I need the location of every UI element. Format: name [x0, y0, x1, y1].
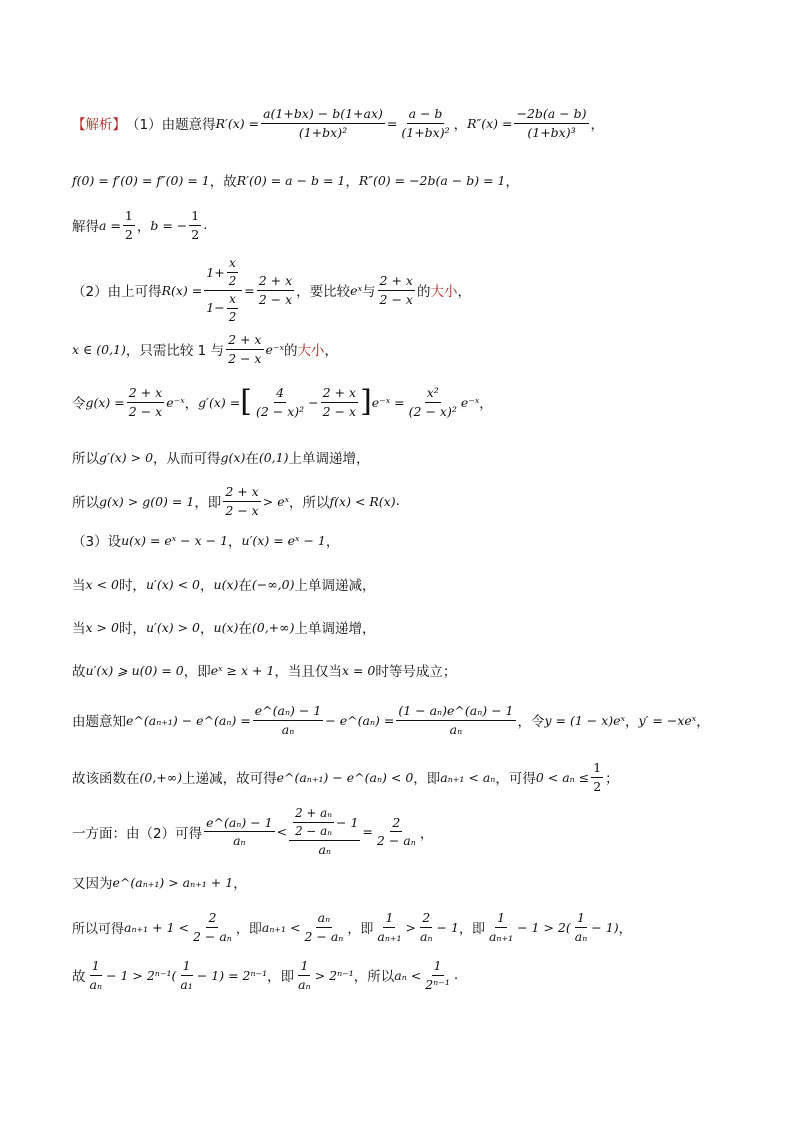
- bracket: ]: [360, 384, 372, 420]
- formula: x > 0: [85, 619, 119, 635]
- fraction: $\frac{-2b(a - b)}{\text{(1+bx)³}}$: [516, 106, 587, 140]
- text: （1）由题意得: [126, 117, 216, 134]
- formula: − 1 > 2(: [517, 919, 571, 935]
- text: ，: [324, 343, 338, 360]
- text: ，: [618, 921, 632, 937]
- formula: eˣ: [350, 282, 363, 298]
- formula: e^(aₙ₊₁) − e^(aₙ) < 0: [276, 769, 414, 785]
- fraction: $\frac{2}{\text{aₙ}}$: [420, 910, 433, 944]
- formula: u(x): [213, 619, 239, 635]
- bracket: [: [240, 384, 252, 420]
- text: ，: [228, 534, 242, 550]
- formula: e⁻ˣ: [460, 394, 480, 410]
- text: ，: [457, 284, 471, 301]
- text: ，: [419, 825, 434, 842]
- text: 上单调递增，: [288, 451, 370, 467]
- formula: −: [308, 394, 319, 410]
- text: ，令: [517, 714, 545, 731]
- solution-line-2: [72, 170, 734, 190]
- text: ，: [136, 219, 151, 236]
- formula: − e^(aₙ) =: [325, 712, 395, 728]
- formula: (0,+∞): [251, 619, 295, 635]
- formula: u′(x) = eˣ − 1: [241, 532, 326, 548]
- formula: g(x) > g(0) = 1: [99, 493, 195, 509]
- formula: R″(x) =: [467, 115, 513, 131]
- fraction: $\frac{2}{\text{2 − aₙ}}$: [376, 814, 416, 849]
- formula: e⁻ˣ: [265, 341, 284, 357]
- fraction: $\frac{a - b}{\text{(1+bx)²}}$: [401, 106, 450, 140]
- formula: =: [244, 282, 255, 298]
- formula: u′(x) < 0: [145, 576, 201, 592]
- text: ，即: [235, 921, 262, 937]
- formula: x < 0: [85, 576, 119, 592]
- solution-line-14: [72, 760, 734, 794]
- solution-line-12: [72, 660, 734, 680]
- solution-line-6: [72, 385, 734, 419]
- text: ，当且仅当: [274, 664, 342, 680]
- text: ，即: [194, 495, 222, 512]
- text: 所以可得: [72, 921, 125, 937]
- fraction: $\frac{\text{e\textasciicircum{}(aₙ) − 1}}{\text{aₙ}}$: [254, 703, 322, 737]
- text: ，可得: [495, 771, 536, 788]
- compound-fraction: 1+ $\frac{x}{2}$ 1− $\frac{x}{2}$: [204, 256, 242, 324]
- formula: > eˣ: [262, 493, 290, 509]
- text: 又因为: [72, 876, 113, 892]
- formula: y′ = −xeˣ: [638, 712, 697, 728]
- text: （3）设: [72, 534, 122, 550]
- solution-line-9: [72, 530, 734, 550]
- text: ，: [505, 174, 519, 190]
- text: ，从而可得: [153, 451, 221, 467]
- text: 令: [72, 396, 86, 413]
- fraction: $\frac{1}{2}$: [191, 208, 200, 242]
- text: 的: [283, 343, 298, 360]
- fraction: $\frac{a(1+bx) - b(1+ax)}{\text{(1+bx)²}}$: [263, 106, 383, 140]
- formula: 0 < aₙ ≤: [535, 769, 590, 785]
- analysis-tag: 【解析】: [72, 117, 126, 134]
- text: ，即: [347, 921, 374, 937]
- formula: g′(x) > 0: [99, 449, 154, 465]
- formula: eˣ ≥ x + 1: [210, 662, 275, 678]
- text: ，即: [267, 969, 295, 986]
- formula: R′(x) =: [215, 115, 260, 131]
- text: .: [453, 967, 459, 984]
- formula: aₙ₊₁ <: [261, 919, 301, 935]
- fraction: $\frac{1}{\text{aₙ}}$: [574, 910, 588, 944]
- text: 时，: [118, 621, 146, 637]
- text: ，故: [209, 174, 237, 190]
- solution-line-4: [72, 256, 734, 324]
- text: ，即: [413, 771, 441, 788]
- text: 所以: [72, 495, 99, 512]
- text: 的: [416, 284, 431, 301]
- text: ，: [345, 174, 359, 190]
- text: （2）由上可得: [72, 284, 162, 301]
- fraction: $\frac{1}{\text{aₙ}}$: [298, 958, 311, 992]
- formula: − 1: [436, 919, 459, 935]
- formula: R″(0) = −2b(a − b) = 1: [358, 172, 506, 188]
- text: ，: [479, 396, 493, 413]
- text: 由题意知: [72, 714, 126, 731]
- formula: e⁻ˣ =: [371, 394, 405, 410]
- fraction: $\frac{1}{\text{aₙ}}$: [89, 958, 103, 992]
- formula: e^(aₙ₊₁) > aₙ₊₁ + 1: [112, 874, 234, 890]
- solution-line-18: [72, 958, 734, 992]
- highlight-text: 大小: [430, 284, 458, 301]
- solution-line-7: [72, 447, 734, 467]
- formula: a =: [99, 217, 121, 233]
- formula: − 1 > 2ⁿ⁻¹(: [106, 967, 177, 983]
- fraction: $\frac{2 + x}{2 - x}$: [228, 332, 262, 366]
- formula: g(x) =: [85, 394, 125, 410]
- formula: f(0) = f′(0) = f″(0) = 1: [72, 172, 210, 188]
- text: ，只需比较 1 与: [125, 343, 225, 360]
- formula: (0,+∞): [139, 769, 183, 785]
- formula: =: [362, 824, 373, 840]
- text: 在: [245, 451, 259, 467]
- fraction: $\frac{1}{\text{aₙ₊₁}}$: [488, 910, 514, 944]
- text: ，: [453, 117, 468, 134]
- formula: >: [405, 919, 417, 935]
- formula: u(x): [213, 576, 239, 592]
- formula: =: [386, 115, 398, 131]
- formula: − 1): [591, 919, 619, 935]
- fraction: $\frac{1}{\text{aₙ₊₁}}$: [377, 910, 402, 944]
- formula: u′(x) > 0: [145, 619, 201, 635]
- text: 所以: [72, 451, 99, 467]
- text: ，: [200, 578, 214, 594]
- fraction: $\frac{1}{2}$: [124, 208, 133, 242]
- text: ，: [325, 534, 340, 550]
- text: ，要比较: [296, 284, 351, 301]
- formula: aₙ <: [394, 967, 422, 983]
- fraction: $\frac{2 + x}{2 - x}$: [128, 385, 163, 419]
- text: ，: [590, 117, 605, 134]
- fraction: $\frac{2 + x}{2 - x}$: [322, 385, 357, 419]
- formula: x ∈ (0,1): [72, 341, 126, 357]
- formula: f(x) < R(x): [329, 493, 396, 509]
- text: 解得: [72, 219, 99, 236]
- text: 故: [72, 664, 86, 680]
- solution-line-13: [72, 703, 734, 737]
- text: ，: [200, 621, 214, 637]
- solution-line-10: [72, 574, 734, 594]
- text: ，所以: [353, 969, 395, 986]
- text: 在: [238, 621, 252, 637]
- compound-fraction: $\frac{\text{2 + aₙ}}{\text{2 − aₙ}}$ − 1 aₙ: [289, 806, 360, 857]
- solution-line-5: [72, 332, 734, 366]
- fraction: $\frac{\text{(1 − aₙ)e\textasciicircum{}(aₙ) − 1}}{\text{aₙ}}$: [398, 703, 514, 737]
- solution-line-16: [72, 872, 734, 892]
- formula: x = 0: [341, 662, 376, 678]
- text: 当: [72, 621, 86, 637]
- text: ，: [625, 714, 639, 731]
- formula: R′(0) = a − b = 1: [236, 172, 346, 188]
- formula: > 2ⁿ⁻¹: [314, 967, 354, 983]
- solution-line-1: [72, 106, 734, 140]
- text: ，: [696, 714, 710, 731]
- formula: u′(x) ⩾ u(0) = 0: [85, 662, 184, 678]
- text: 与: [362, 284, 376, 301]
- text: ，: [184, 396, 199, 413]
- text: ，即: [458, 921, 485, 937]
- text: ，所以: [289, 495, 330, 512]
- fraction: $\frac{2 + x}{2 - x}$: [258, 273, 293, 307]
- formula: e^(aₙ₊₁) − e^(aₙ) =: [126, 712, 251, 728]
- formula: aₙ₊₁ < aₙ: [440, 769, 496, 785]
- formula: <: [276, 824, 288, 840]
- formula: aₙ₊₁ + 1 <: [124, 919, 189, 935]
- text: 故: [72, 969, 86, 986]
- formula: u(x) = eˣ − x − 1: [121, 532, 229, 548]
- text: ；: [605, 771, 619, 788]
- formula: − 1) = 2ⁿ⁻¹: [196, 967, 268, 983]
- solution-line-3: [72, 208, 734, 242]
- formula: b = −: [150, 217, 188, 233]
- highlight-text: 大小: [297, 343, 325, 360]
- fraction: $\frac{2 + x}{2 - x}$: [225, 484, 259, 518]
- fraction: $\frac{2}{\text{2 − aₙ}}$: [192, 910, 232, 944]
- solution-line-15: [72, 806, 734, 857]
- fraction: $\frac{1}{\text{2ⁿ⁻¹}}$: [425, 958, 450, 992]
- text: ，即: [183, 664, 211, 680]
- fraction: $\frac{4}{\text{(2 − x)²}}$: [255, 385, 305, 419]
- text: 上单调递增，: [294, 621, 376, 637]
- fraction: $\frac{\text{aₙ}}{\text{2 − aₙ}}$: [304, 910, 344, 944]
- solution-line-17: [72, 910, 734, 944]
- text: ，: [233, 876, 247, 892]
- text: 在: [238, 578, 252, 594]
- formula: e⁻ˣ: [166, 394, 185, 410]
- solution-line-8: [72, 484, 734, 518]
- fraction: $\frac{\text{e\textasciicircum{}(aₙ) − 1}}{\text{aₙ}}$: [206, 814, 273, 849]
- text: 上单调递减，: [294, 578, 376, 594]
- text: .: [203, 217, 208, 234]
- solution-line-11: [72, 617, 734, 637]
- formula: g(x): [220, 449, 246, 465]
- formula: g′(x) =: [198, 394, 241, 410]
- text: .: [395, 493, 400, 510]
- fraction: $\frac{1}{2}$: [593, 760, 602, 794]
- formula: (−∞,0): [251, 576, 295, 592]
- text: 时等号成立；: [375, 664, 457, 680]
- fraction: $\frac{2 + x}{2 - x}$: [379, 273, 413, 307]
- text: 当: [72, 578, 86, 594]
- formula: (0,1): [258, 449, 289, 465]
- text: 一方面：由（2）可得: [72, 825, 203, 842]
- text: 故该函数在: [72, 771, 140, 788]
- text: 上递减，故可得: [182, 771, 277, 788]
- fraction: $\frac{\text{x²}}{\text{(2 − x)²}}$: [408, 385, 457, 419]
- formula: R(x) =: [161, 282, 203, 298]
- fraction: $\frac{1}{\text{a₁}}$: [180, 958, 193, 992]
- text: 时，: [118, 578, 146, 594]
- formula: y = (1 − x)eˣ: [544, 712, 626, 728]
